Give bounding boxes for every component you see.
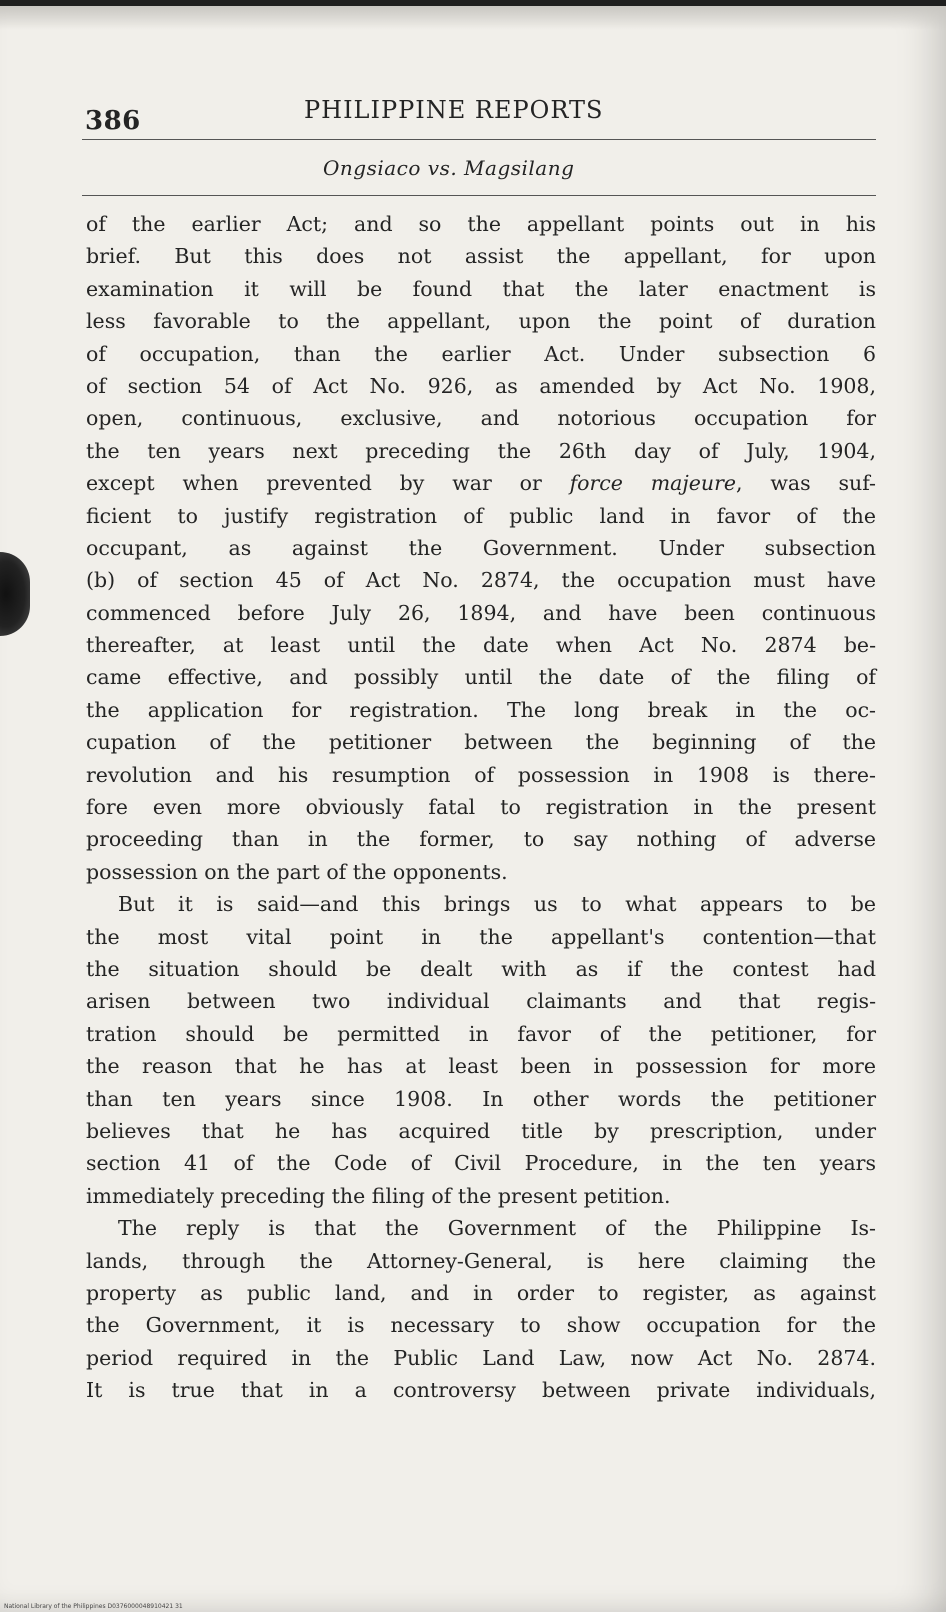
scan-credit: National Library of the Philippines D0376000048910421 31 (4, 1603, 183, 1610)
body-text (86, 208, 876, 1406)
italic-phrase: force majeure (569, 471, 737, 496)
text-line: commenced before July 26, 1894, and have been continuous (86, 600, 876, 625)
text-line: came effective, and possibly until the date of the filing of (86, 665, 876, 690)
text-line: the ten years next preceding the 26th day of July, 1904, (86, 438, 876, 463)
text-line: thereafter, at least until the date when Act No. 2874 be- (86, 633, 876, 658)
text-line: It is true that in a controversy between private individuals, (86, 1378, 876, 1403)
text-line: of the earlier Act; and so the appellant points out in his (86, 212, 876, 236)
text-line: tration should be permitted in favor of the petitioner, for (86, 1021, 876, 1046)
text-line: open, continuous, exclusive, and notorious occupation for (86, 406, 876, 431)
text-line: cupation of the petitioner between the beginning of the (86, 730, 876, 755)
text-line: period required in the Public Land Law, now Act No. 2874. (86, 1345, 876, 1370)
text-line: except when prevented by war or force majeure, was suf- (86, 471, 876, 496)
document-page (0, 6, 946, 1612)
text-line: lands, through the Attorney-General, is here claiming the (86, 1248, 876, 1273)
text-line: section 41 of the Code of Civil Procedure, in the ten years (86, 1151, 876, 1176)
text-line: the application for registration. The long break in the oc- (86, 697, 876, 722)
text-line: possession on the part of the opponents. (86, 859, 508, 884)
text-line: the reason that he has at least been in possession for more (86, 1054, 876, 1079)
text-line: of section 54 of Act No. 926, as amended by Act No. 1908, (86, 373, 876, 398)
text-line: property as public land, and in order to register, as against (86, 1280, 876, 1305)
header-rule-bottom (82, 195, 876, 196)
text-line: the most vital point in the appellant's contention—that (86, 924, 876, 949)
text-line: revolution and his resumption of possession in 1908 is there- (86, 762, 876, 787)
text-line: the Government, it is necessary to show occupation for the (86, 1313, 876, 1338)
text-line: arisen between two individual claimants and that regis- (86, 989, 876, 1014)
text-line: believes that he has acquired title by prescription, under (86, 1118, 876, 1143)
text-line: immediately preceding the filing of the present petition. (86, 1183, 671, 1208)
text-line: The reply is that the Government of the Philippine Is- (118, 1216, 876, 1241)
running-head: PHILIPPINE REPORTS (304, 96, 604, 124)
binding-hole-mark (0, 552, 30, 636)
page-number: 386 (85, 106, 141, 136)
text-line: fore even more obviously fatal to registration in the present (86, 795, 876, 820)
case-title: Ongsiaco vs. Magsilang (323, 156, 575, 180)
text-line: the situation should be dealt with as if the contest had (86, 956, 876, 981)
text-line: of occupation, than the earlier Act. Under subsection 6 (86, 341, 876, 366)
scan-top-shadow (0, 6, 946, 30)
text-line: brief. But this does not assist the appellant, for upon (86, 244, 876, 269)
text-line: less favorable to the appellant, upon the point of duration (86, 309, 876, 334)
text-line: occupant, as against the Government. Under subsection (86, 535, 876, 560)
text-line: But it is said—and this brings us to what appears to be (118, 892, 876, 917)
header-rule-top (82, 139, 876, 140)
text-line: than ten years since 1908. In other words the petitioner (86, 1086, 876, 1111)
text-line: (b) of section 45 of Act No. 2874, the occupation must have (86, 568, 876, 593)
text-line: examination it will be found that the later enactment is (86, 276, 876, 301)
text-line: proceeding than in the former, to say nothing of adverse (86, 827, 876, 852)
text-line: ficient to justify registration of public land in favor of the (86, 503, 876, 528)
